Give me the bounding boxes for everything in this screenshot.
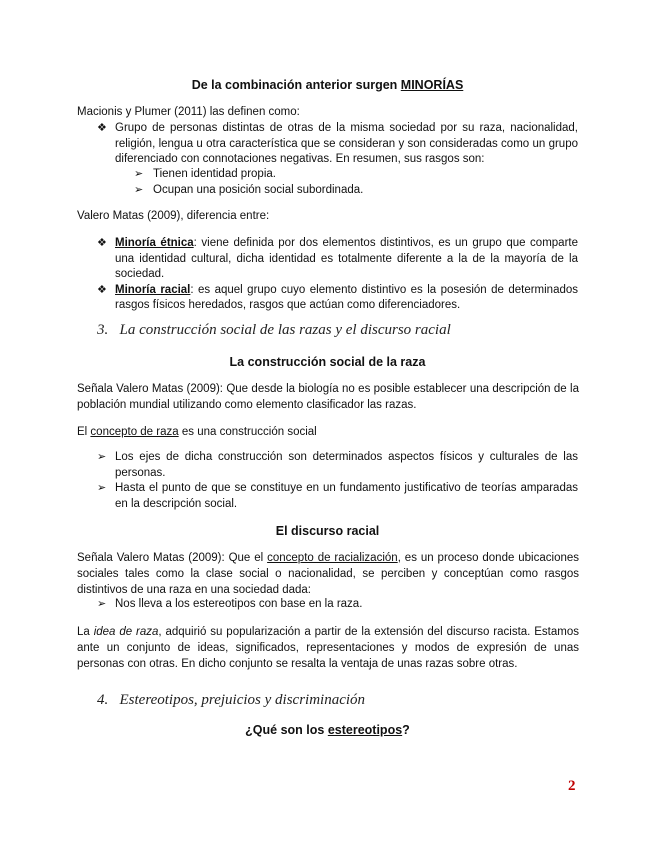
- valero-intro: Valero Matas (2009), diferencia entre:: [77, 210, 270, 222]
- paragraph-text: La: [77, 626, 94, 638]
- list-item: [97, 597, 578, 613]
- section-3-title: 3. La construcción social de las razas y el discurso racial: [97, 322, 451, 338]
- diamond-bullet-icon: ❖: [97, 283, 107, 296]
- section-4-title: 4. Estereotipos, prejuicios y discriminación: [97, 692, 366, 708]
- paragraph-racializacion: [77, 550, 579, 598]
- heading-minorias: [0, 78, 655, 92]
- heading-discurso-racial: El discurso racial: [275, 524, 380, 538]
- paragraph-idea-raza: [77, 624, 579, 672]
- list-item-text: Tienen identidad propia.: [153, 168, 276, 180]
- list-item: [134, 167, 573, 183]
- list-item: [134, 183, 573, 199]
- concepto-racializacion-link[interactable]: concepto de racialización: [267, 552, 398, 564]
- paragraph-text: es una construcción social: [178, 426, 317, 438]
- list-item-text: : viene definida por dos elementos distintivos, es un grupo que comparte una identidad cultural, dicha identidad es totalmente diferente a la de la mayoría de la sociedad.: [115, 237, 578, 280]
- paragraph-concepto-raza: [77, 424, 579, 440]
- valero-list: [97, 236, 579, 314]
- macionis-list: [97, 121, 578, 168]
- arrow-bullet-icon: ➢: [97, 598, 107, 610]
- heading-text: ?: [402, 723, 410, 737]
- estereotipos-link[interactable]: estereotipos: [327, 723, 403, 737]
- list-item-text: Los ejes de dicha construcción son determinados aspectos físicos y culturales de las personas.: [115, 451, 578, 479]
- list-item: [97, 236, 578, 283]
- arrow-bullet-icon: ➢: [134, 183, 144, 196]
- paragraph-text: Señala Valero Matas (2009): Que el: [77, 552, 268, 564]
- list-item: [97, 121, 578, 168]
- list-item: [97, 481, 578, 512]
- arrow-bullet-icon: ➢: [97, 451, 107, 463]
- list-item-text: Nos lleva a los estereotipos con base en la raza.: [115, 598, 363, 610]
- arrow-bullet-icon: ➢: [97, 482, 107, 494]
- paragraph-text: , es un proceso donde ubicaciones sociales tales como la clase social o nacionalidad, se perciben y conceptúan como rasgos distintivos de una raza en una sociedad dada:: [77, 552, 580, 596]
- minoria-etnica-term: Minoría étnica: [115, 237, 194, 249]
- list-item-text: Grupo de personas distintas de otras de la misma sociedad por su raza, nacionalidad, religión, lengua u otra característica que se consideran y son consideradas como un grupo diferenciado con connotaciones negativas. En resumen, sus rasgos son:: [115, 122, 578, 165]
- minoria-racial-term: Minoría racial: [115, 283, 191, 296]
- construccion-list: [97, 450, 578, 512]
- list-item: [97, 450, 578, 481]
- paragraph-text: El: [77, 426, 91, 438]
- diamond-bullet-icon: ❖: [97, 237, 107, 249]
- heading-estereotipos: [0, 723, 655, 737]
- heading-construccion-social: La construcción social de la raza: [229, 355, 426, 369]
- list-item-text: Hasta el punto de que se constituye en un fundamento justificativo de teorías amparadas en la descripción social.: [115, 482, 578, 510]
- concepto-raza-link[interactable]: concepto de raza: [90, 426, 179, 438]
- list-item-text: : es aquel grupo cuyo elemento distintivo es la posesión de determinados rasgos físicos heredados, rasgos que actúan como diferenciadores.: [115, 283, 579, 311]
- minorias-link[interactable]: MINORÍAS: [400, 78, 464, 92]
- macionis-intro: Macionis y Plumer (2011) las definen como:: [77, 106, 300, 118]
- heading-text: ¿Qué son los: [245, 723, 328, 737]
- racializacion-list: [97, 597, 578, 613]
- paragraph-text: , adquirió su popularización a partir de la extensión del discurso racista. Estamos ante un conjunto de ideas, significados, representaciones y modos de expresión de unas personas con otras. En dicho conjunto se resalta la ventaja de unas razas sobre otras.: [77, 626, 579, 670]
- macionis-sublist: [134, 167, 573, 198]
- heading-text: De la combinación anterior surgen: [191, 78, 401, 92]
- paragraph-biologia: Señala Valero Matas (2009): Que desde la biología no es posible establecer una descripción de la población mundial utilizando como elemento clasificador las razas.: [77, 383, 579, 411]
- idea-raza-emphasis: idea de raza: [93, 626, 159, 638]
- page-number: 2: [568, 778, 576, 794]
- arrow-bullet-icon: ➢: [134, 168, 144, 180]
- diamond-bullet-icon: ❖: [97, 122, 107, 134]
- list-item: [97, 283, 579, 314]
- list-item-text: Ocupan una posición social subordinada.: [153, 183, 364, 196]
